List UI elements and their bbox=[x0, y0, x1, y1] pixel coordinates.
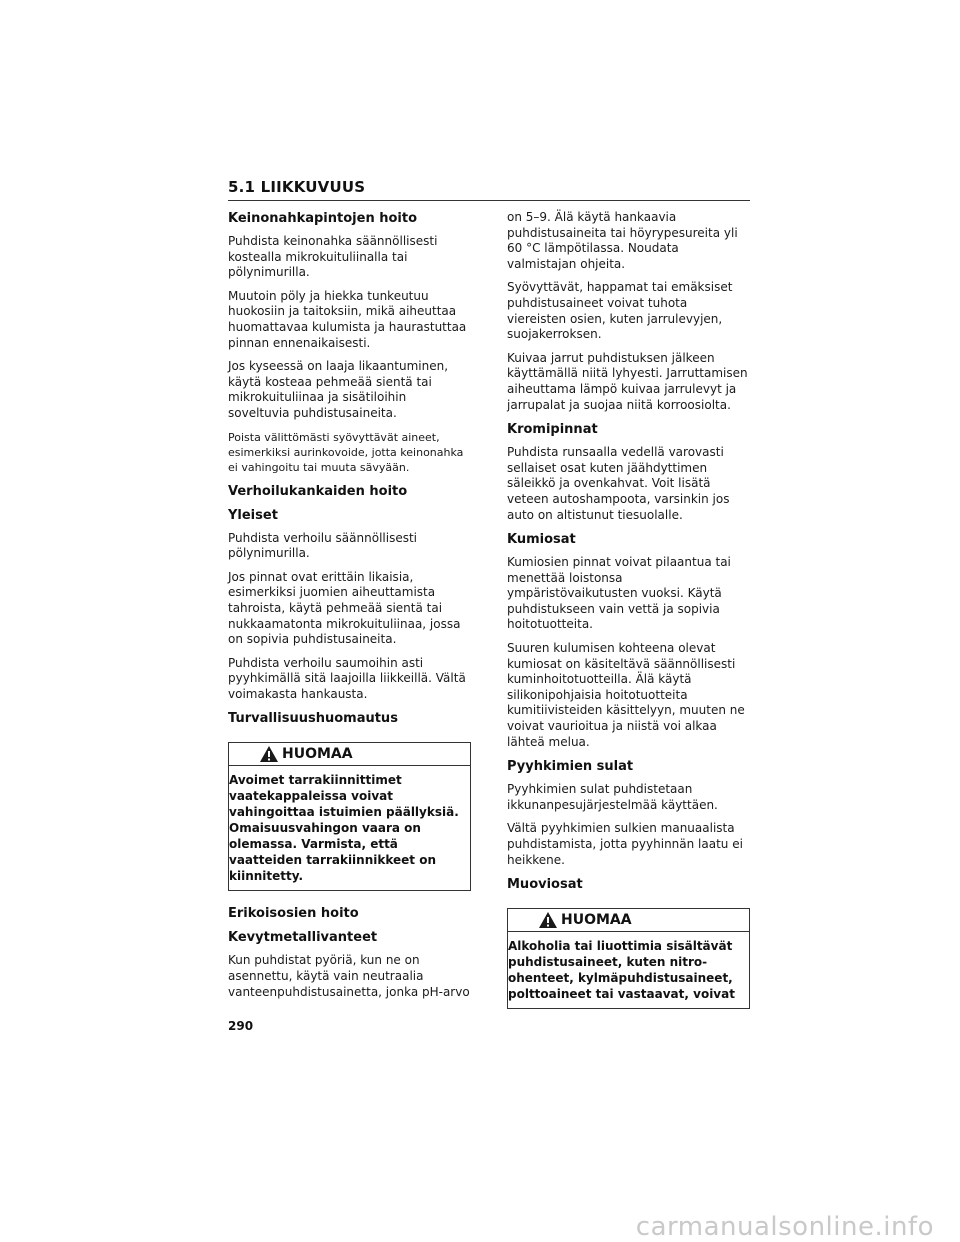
paragraph: Kumiosien pinnat voivat pilaantua tai menettää loistonsa ympäristövaikutusten vuoksi. Käytä puhdistukseen vain vettä ja sopivia hoitotuotteita. bbox=[507, 555, 731, 632]
notice-box bbox=[228, 742, 471, 891]
watermark: carmanualsonline.info bbox=[635, 1212, 934, 1242]
heading-general: Yleiset bbox=[228, 507, 278, 523]
paragraph: Suuren kulumisen kohteena olevat kumiosat on käsiteltävä säännöllisesti kuminhoitotuotteilla. Älä käytä silikonipohjaisia hoitotuotteita kumitiivisteiden käsittelyyn, muuten ne voivat vaurioitua ja niistä voi alkaa lähteä melua. bbox=[507, 641, 745, 749]
page-number: 290 bbox=[228, 1019, 254, 1033]
heading-safety-note: Turvallisuushuomautus bbox=[228, 711, 398, 727]
warning-triangle-icon bbox=[538, 911, 558, 929]
heading-alloy-wheels: Kevytmetallivanteet bbox=[228, 930, 378, 946]
heading-rubber: Kumiosat bbox=[507, 532, 576, 548]
left-column bbox=[228, 210, 471, 1008]
notice-box bbox=[507, 908, 750, 1009]
heading-special-parts: Erikoisosien hoito bbox=[228, 906, 359, 922]
right-column bbox=[507, 210, 750, 1023]
paragraph: Puhdista runsaalla vedellä varovasti sellaiset osat kuten jäähdyttimen säleikkö ja ovenkahvat. Voit lisätä veteen autoshampoota, varsinkin jos auto on altistunut tiesuolalle. bbox=[507, 445, 730, 522]
heading-wiper-blades: Pyyhkimien sulat bbox=[507, 759, 634, 775]
paragraph: Muutoin pöly ja hiekka tunkeutuu huokosiin ja taitoksiin, mikä aiheuttaa huomattavaa kulumista ja haurastuttaa pinnan ennenaikaisesti. bbox=[228, 288, 467, 350]
paragraph: Puhdista verhoilu saumoihin asti pyyhkimällä sitä laajoilla liikkeillä. Vältä voimakasta hankausta. bbox=[228, 655, 466, 701]
heading-plastic-parts: Muoviosat bbox=[507, 877, 583, 893]
notice-text: Avoimet tarrakiinnittimet vaatekappaleissa voivat vahingoittaa istuimien päällyksiä. Omaisuusvahingon vaara on olemassa. Varmista, että vaatteiden tarrakiinnikkeet on kiinnitetty. bbox=[229, 773, 459, 884]
heading-synthetic-leather: Keinonahkapintojen hoito bbox=[228, 211, 418, 226]
paragraph: Puhdista keinonahka säännöllisesti kostealla mikrokuituliinalla tai pölynimurilla. bbox=[228, 234, 438, 280]
notice-header bbox=[508, 909, 749, 932]
warning-triangle-icon bbox=[259, 745, 279, 763]
paragraph: Kuivaa jarrut puhdistuksen jälkeen käyttämällä niitä lyhyesti. Jarruttamisen aiheuttama lämpö kuivaa jarrulevyt ja jarrupalat ja suojaa niitä korroosiolta. bbox=[507, 350, 748, 412]
notice-text: Alkoholia tai liuottimia sisältävät puhdistusaineet, kuten nitro-ohenteet, kylmäpuhdistusaineet, polttoaineet tai vastaavat, voivat bbox=[508, 939, 735, 1002]
paragraph: Vältä pyyhkimien sulkien manuaalista puhdistamista, jotta pyyhinnän laatu ei heikkene. bbox=[507, 821, 743, 867]
notice-title: HUOMAA bbox=[561, 912, 632, 929]
paragraph: Kun puhdistat pyöriä, kun ne on asennettu, käytä vain neutraalia vanteenpuhdistusainetta, jonka pH-arvo bbox=[228, 953, 470, 999]
paragraph: Puhdista verhoilu säännöllisesti pölynimurilla. bbox=[228, 530, 417, 561]
paragraph: on 5–9. Älä käytä hankaavia puhdistusaineita tai höyrypesureita yli 60 °C lämpötilassa. Noudata valmistajan ohjeita. bbox=[507, 210, 738, 271]
paragraph: Jos pinnat ovat erittäin likaisia, esimerkiksi juomien aiheuttamista tahroista, käytä pehmeää sientä tai nukkaamatonta mikrokuituliinaa, jossa on sopivia puhdistusaineita. bbox=[228, 569, 461, 647]
paragraph: Poista välittömästi syövyttävät aineet, esimerkiksi aurinkovoide, jotta keinonahka ei vahingoitu tai muuta sävyään. bbox=[228, 430, 464, 474]
section-title: 5.1 LIIKKUVUUS bbox=[228, 178, 366, 196]
notice-title: HUOMAA bbox=[282, 746, 353, 763]
section-divider bbox=[228, 200, 750, 201]
heading-upholstery: Verhoilukankaiden hoito bbox=[228, 483, 408, 499]
heading-chrome: Kromipinnat bbox=[507, 422, 598, 438]
paragraph: Jos kyseessä on laaja likaantuminen, käytä kosteaa pehmeää sientä tai mikrokuituliinaa ja sisätiloihin soveltuvia puhdistusaineita. bbox=[228, 359, 449, 420]
paragraph: Pyyhkimien sulat puhdistetaan ikkunanpesujärjestelmää käyttäen. bbox=[507, 782, 718, 812]
paragraph: Syövyttävät, happamat tai emäksiset puhdistusaineet voivat tuhota viereisten osien, kuten jarrulevyjen, suojakerroksen. bbox=[507, 280, 733, 342]
notice-header bbox=[229, 743, 470, 766]
